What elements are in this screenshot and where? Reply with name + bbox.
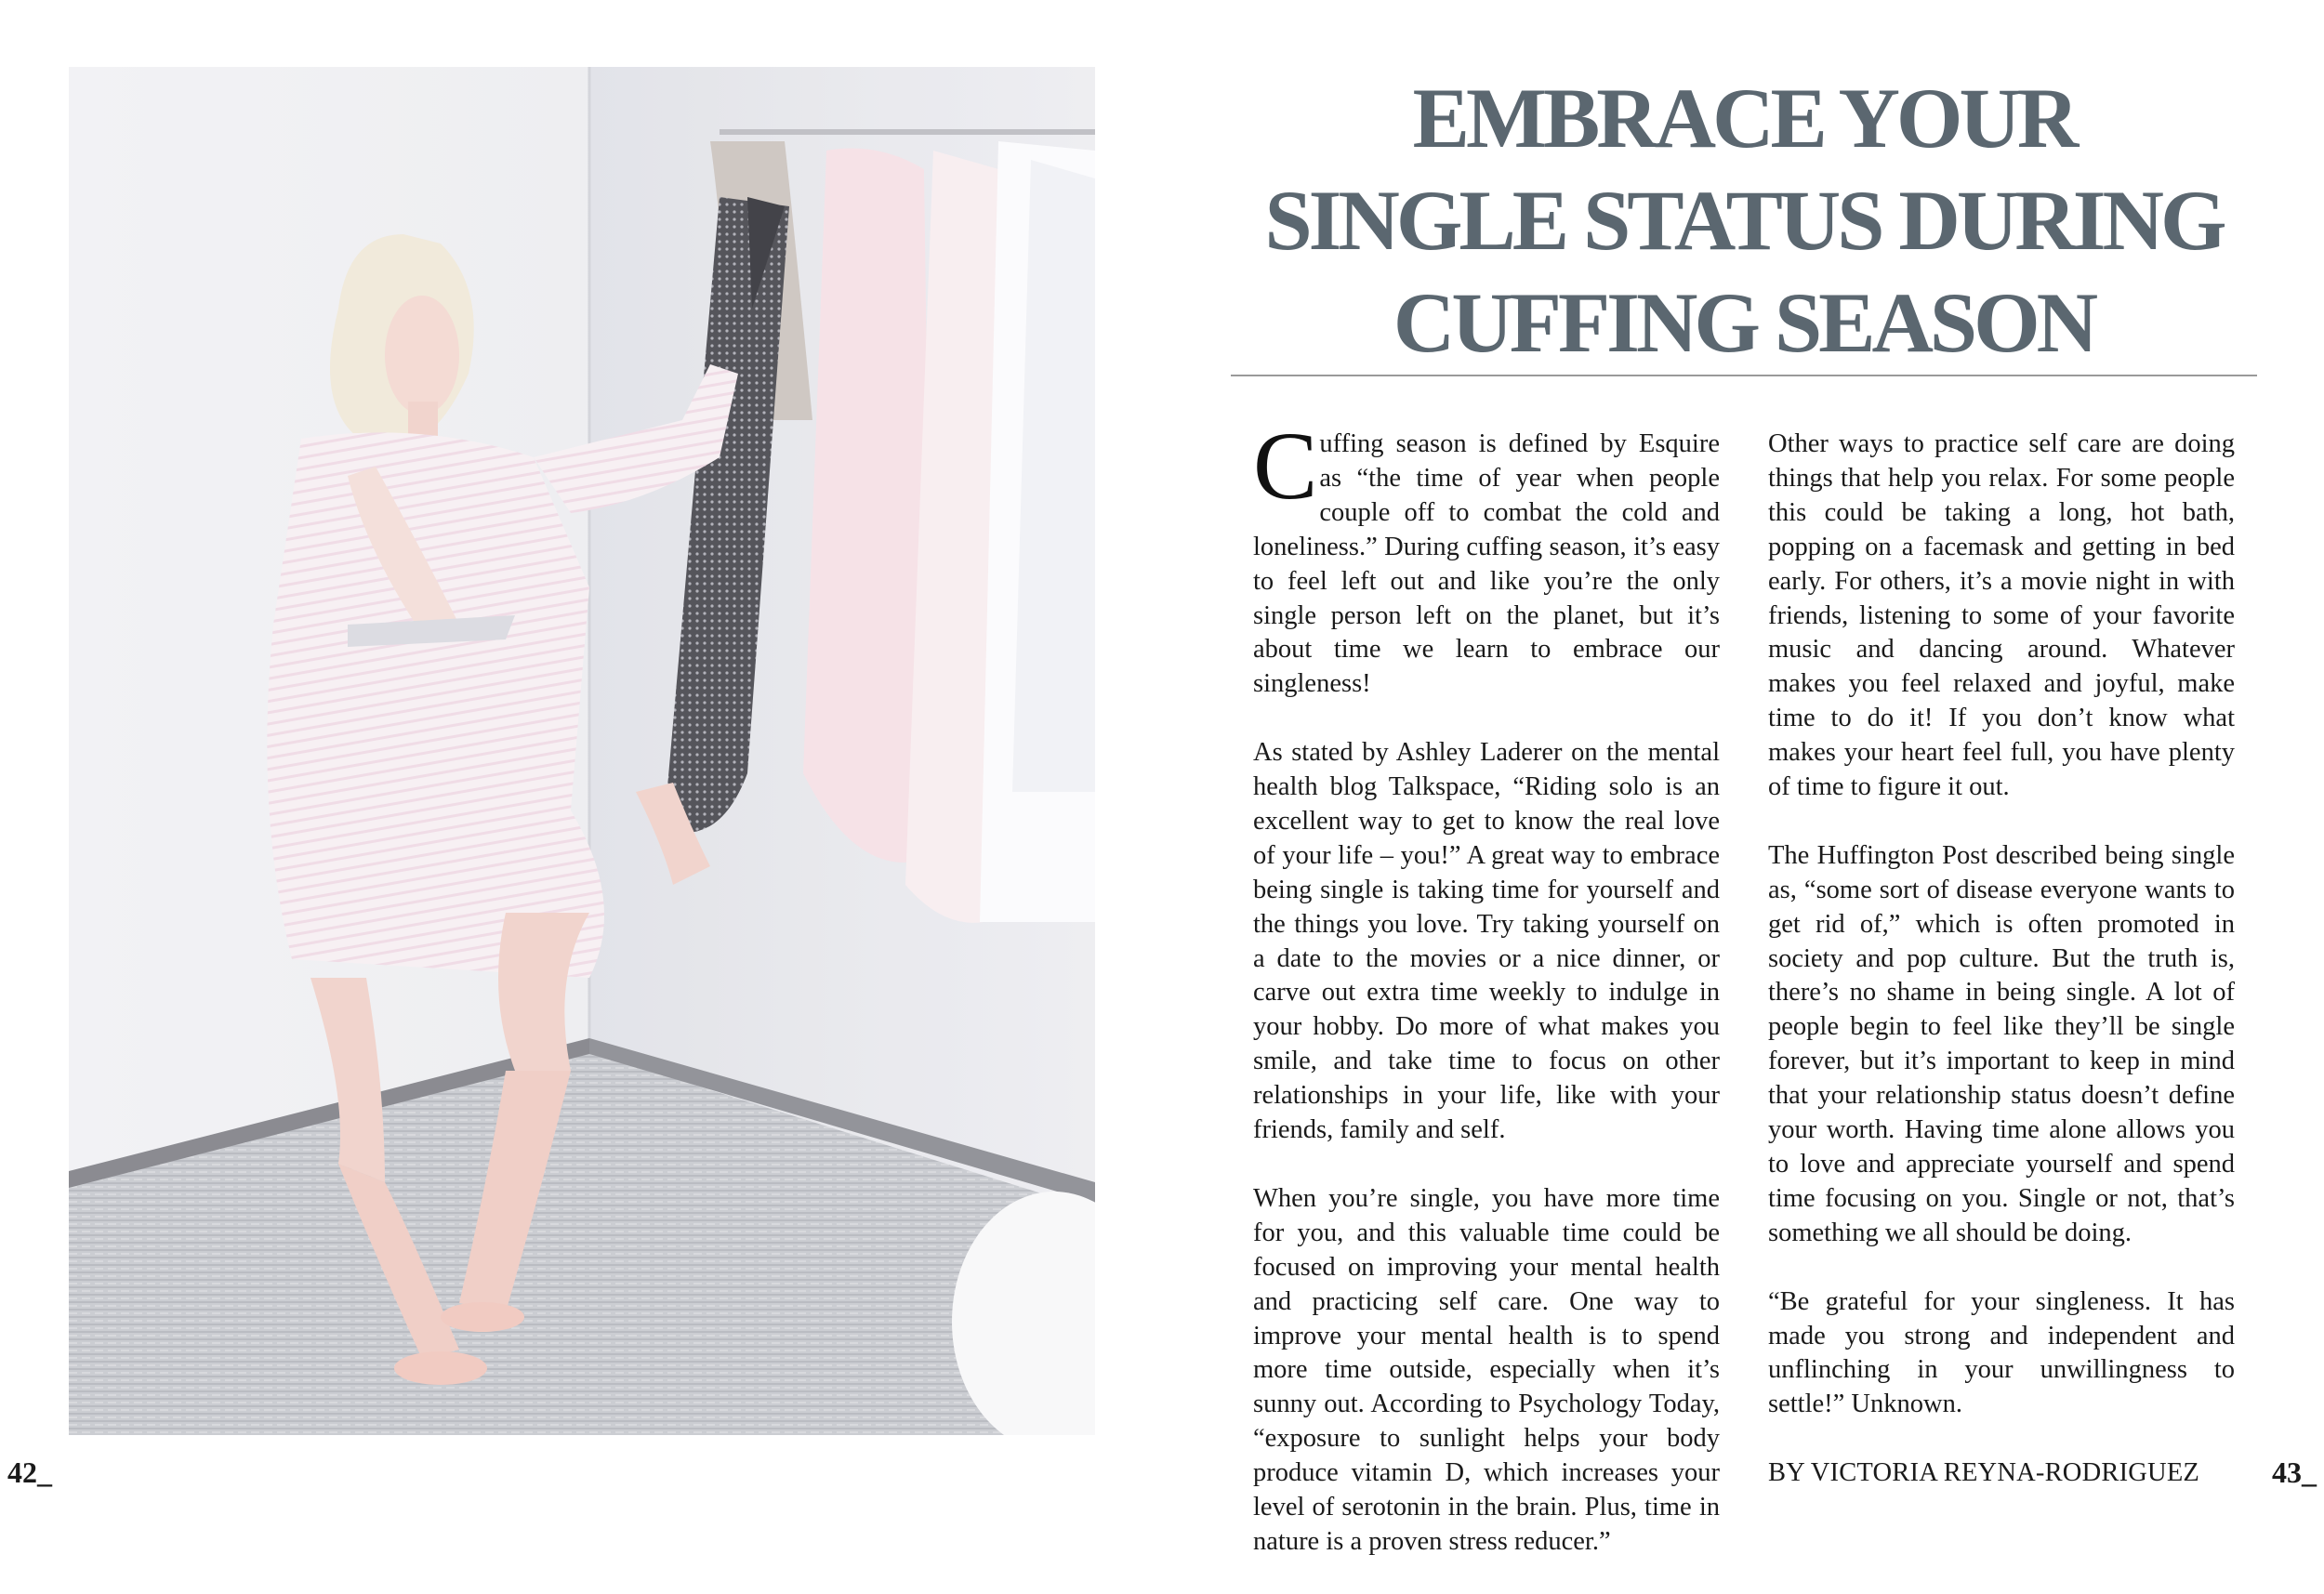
paragraph-1-text: uffing season is defined by Esquire as “the time of year when people couple off to combat the cold and loneliness.” During cuffing season, it’s easy to feel left out and like you’re the only single person left on the planet, but it’s about time we learn to embrace our singleness! (1253, 429, 1720, 699)
drop-cap: C (1253, 413, 1318, 520)
article-column-2 (1768, 381, 2235, 1525)
paragraph-2: As stated by Ashley Laderer on the mental health blog Talkspace, “Riding solo is an excellent way to get to know the real love of your life – you!” A great way to embrace being single is taking time for yourself and the things you love. Try taking yourself on a date to the movies or a nice dinner, or carve out extra time weekly to indulge in your hobby. Do more of what makes you smile, and take time to focus on other relationships in your life, like with your friends, family and self. (1253, 738, 1720, 1145)
page-number-left: 42_ (7, 1456, 52, 1489)
photo-illustration (69, 67, 1095, 1435)
author-byline: BY VICTORIA REYNA-RODRIGUEZ (1768, 1458, 2200, 1488)
headline-line-3: CUFFING SEASON (1393, 275, 2095, 370)
closing-quote: “Be grateful for your singleness. It has made you strong and independent and unflinching in your unwillingness to settle!” Unknown. (1768, 1286, 2235, 1419)
woman-closet-photo (69, 67, 1095, 1435)
article-column-1 (1253, 381, 1720, 1594)
paragraph-1 (1253, 413, 1720, 702)
headline-line-2: SINGLE STATUS DURING (1264, 173, 2224, 268)
headline-divider (1231, 375, 2257, 376)
headline-line-1: EMBRACE YOUR (1412, 71, 2076, 165)
article-headline (1233, 67, 2255, 374)
paragraph-4: Other ways to practice self care are doing things that help you relax. For some people this could be taking a long, hot bath, popping on a facemask and getting in bed early. For others, it’s a movie night in with friends, listening to some of your favorite music and dancing around. Whatever makes you feel relaxed and joyful, make time to do it! If you don’t know what makes your heart feel full, you have plenty of time to figure it out. (1768, 429, 2235, 802)
page-number-right: 43_ (2272, 1456, 2317, 1489)
paragraph-5: The Huffington Post described being single as, “some sort of disease everyone wants to get rid of,” which is often promoted in society and pop culture. But the truth is, there’s no shame in being single. A lot of people begin to feel like they’ll be single forever, but it’s important to keep in mind that your relationship status doesn’t define your worth. Having time alone allows you to love and appreciate yourself and spend time focusing on you. Single or not, that’s something we all should be doing. (1768, 840, 2235, 1247)
paragraph-3: When you’re single, you have more time for you, and this valuable time could be focused on improving your mental health and practicing self care. One way to improve your mental health is to spend more time outside, especially when it’s sunny out. According to Psychology Today, “exposure to sunlight helps your body produce vitamin D, which increases your level of serotonin in the brain. Plus, time in nature is a proven stress reducer.” (1253, 1183, 1720, 1556)
